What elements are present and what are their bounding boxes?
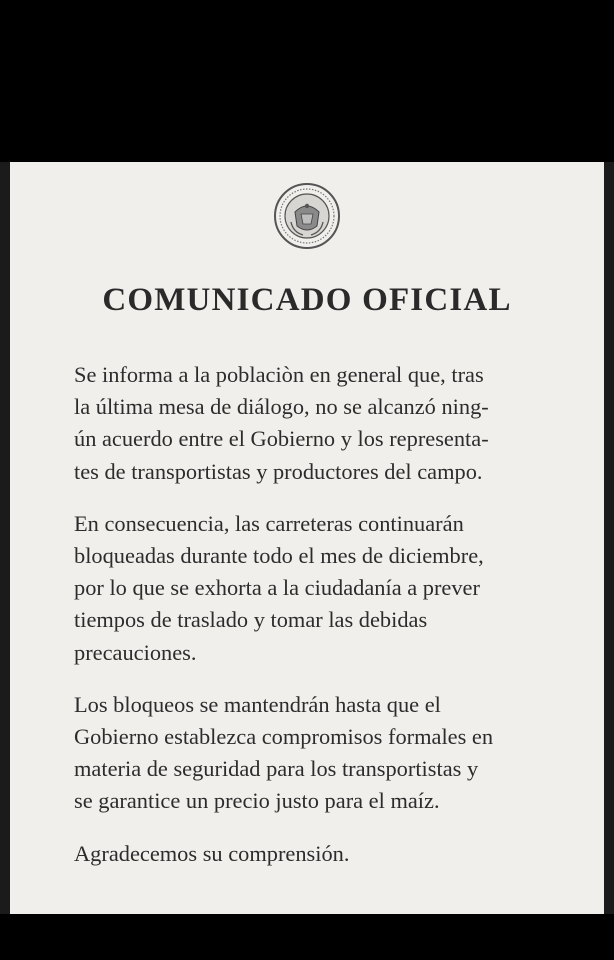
text-line: En consecuencia, las carreteras continuarán [74, 510, 464, 536]
text-line: se garantice un precio justo para el maíz. [74, 788, 440, 814]
text-line: tiempos de traslado y tomar las debidas [74, 607, 428, 633]
text-line: bloqueadas durante todo el mes de diciembre, [74, 543, 484, 569]
right-edge-strip [604, 162, 614, 914]
left-edge-strip [0, 162, 10, 914]
paragraph-consequence [74, 508, 554, 669]
text-line: la última mesa de diálogo, no se alcanzó ning- [74, 394, 489, 420]
government-seal-icon [273, 182, 341, 250]
text-line: ún acuerdo entre el Gobierno y los representa- [74, 426, 489, 452]
notice-body [74, 359, 554, 890]
text-line: Se informa a la poblaciòn en general que, tras [74, 362, 484, 387]
text-line: por lo que se exhorta a la ciudadanía a prever [74, 575, 480, 601]
paragraph-closing [74, 838, 554, 870]
text-line: precauciones. [74, 639, 197, 665]
paragraph-situation [74, 359, 554, 488]
page-title: COMUNICADO OFICIAL [102, 282, 512, 318]
paragraph-conditions [74, 689, 554, 818]
text-line: tes de transportistas y productores del campo. [74, 458, 483, 484]
text-line: Los bloqueos se mantendrán hasta que el [74, 691, 441, 717]
text-line: Agradecemos su comprensión. [74, 840, 350, 866]
official-notice-document [10, 162, 604, 914]
text-line: Gobierno establezca compromisos formales en [74, 724, 494, 750]
text-line: materia de seguridad para los transportistas y [74, 756, 479, 782]
